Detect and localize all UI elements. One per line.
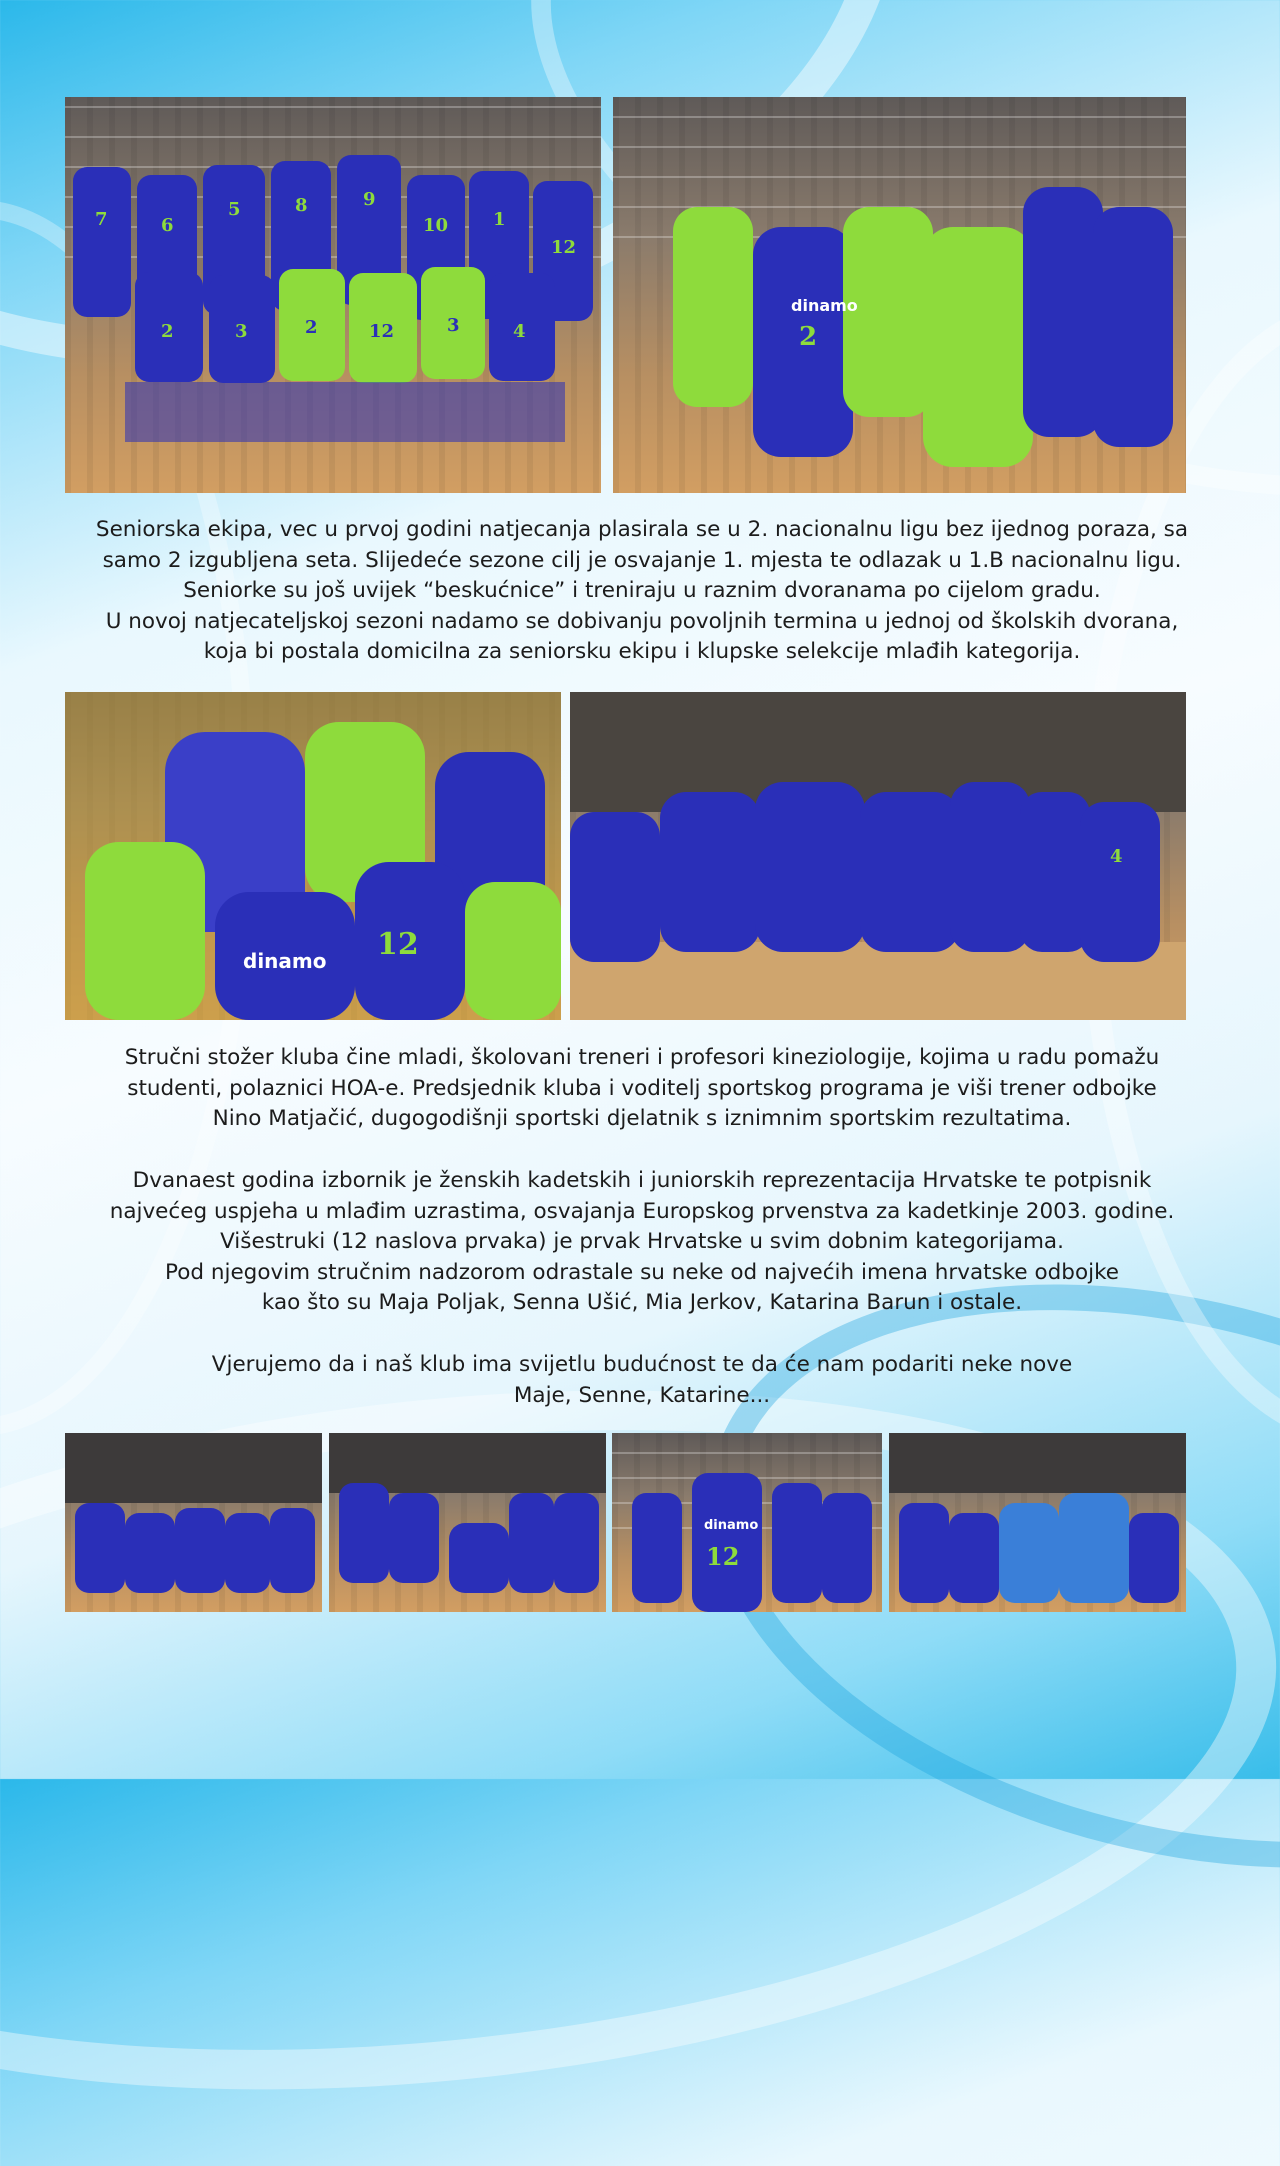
text-line: Seniorska ekipa, vec u prvoj godini natjecanja plasirala se u 2. nacionalnu ligu bez ijednog poraza, sa: [95, 517, 1189, 542]
youth-training-photo: [612, 1433, 882, 1612]
front-row-players: [135, 267, 555, 383]
text-line: studenti, polaznici HOA-e. Predsjednik kluba i voditelj sportskog programa je viši trener odbojke: [127, 1075, 1157, 1101]
jersey-number: 6: [161, 215, 174, 236]
jersey-text: dinamo: [704, 1518, 759, 1533]
jersey-number: 4: [513, 321, 526, 342]
youth-coach-photo: [329, 1433, 606, 1612]
jersey-number: 12: [551, 237, 577, 258]
jersey-number: 2: [799, 322, 818, 352]
text-line: kao što su Maja Poljak, Senna Ušić, Mia Jerkov, Katarina Barun i ostale.: [261, 1290, 1023, 1315]
jersey-number: 8: [295, 195, 308, 216]
text-line: Višestruki (12 naslova prvaka) je prvak Hrvatske u svim dobnim kategorijama.: [220, 1229, 1064, 1254]
timeout-photo: [65, 692, 561, 1020]
jersey-number: 4: [1110, 846, 1123, 867]
jersey-number: 10: [423, 215, 449, 236]
text-line: Dvanaest godina izbornik je ženskih kadetskih i juniorskih reprezentacija Hrvatske te potpisnik: [132, 1168, 1152, 1193]
text-line: najvećeg uspjeha u mlađim uzrastima, osvajanja Europskog prvenstva za kadetkinje 2003. godine.: [109, 1198, 1175, 1224]
jersey-number: 12: [369, 321, 395, 342]
text-line: Seniorke su još uvijek “beskućnice” i treniraju u raznim dvoranama po cijelom gradu.: [183, 578, 1101, 603]
jersey-number: 3: [235, 321, 248, 342]
staff-paragraph: [60, 1043, 1224, 1135]
jersey-number: 2: [161, 321, 174, 342]
text-line: Pod njegovim stručnim nadzorom odrastale su neke od najvećih imena hrvatske odbojke: [165, 1259, 1119, 1285]
text-line: Vjerujemo da i naš klub ima svijetlu budućnost te da će nam podariti neke nove: [211, 1352, 1073, 1377]
text-line: Nino Matjačić, dugogodišnji sportski djelatnik s iznimnim sportskim rezultatima.: [212, 1106, 1072, 1131]
bench-celebration-photo: [570, 692, 1186, 1020]
jersey-number: 12: [706, 1542, 740, 1571]
celebration-photo: [613, 97, 1186, 493]
jersey-number: 7: [95, 209, 108, 230]
jersey-number: 12: [377, 927, 419, 962]
jersey-number: 3: [447, 315, 460, 336]
jersey-text: dinamo: [243, 949, 327, 973]
jersey-text: dinamo: [791, 296, 858, 315]
jersey-number: 1: [493, 209, 506, 230]
coach-achievements-paragraph: [60, 1166, 1224, 1319]
text-line: koja bi postala domicilna za seniorsku ekipu i klupske selekcije mlađih kategorija.: [203, 639, 1081, 664]
youth-bench-photo: [889, 1433, 1186, 1612]
text-line: U novoj natjecateljskoj sezoni nadamo se dobivanju povoljnih termina u jednoj od školskih dvorana,: [105, 608, 1179, 634]
jersey-number: 2: [305, 317, 318, 338]
team-photo: [65, 97, 601, 493]
youth-team-photo: [65, 1433, 322, 1612]
text-line: Stručni stožer kluba čine mladi, školovani treneri i profesori kineziologije, kojima u radu pomažu: [124, 1045, 1160, 1070]
text-line: Maje, Senne, Katarine...: [513, 1382, 771, 1408]
jersey-number: 5: [228, 199, 241, 220]
text-line: samo 2 izgubljena seta. Slijedeće sezone cilj je osvajanje 1. mjesta te odlazak u 1.B nacionalnu ligu.: [102, 547, 1182, 573]
senior-team-paragraph: [60, 515, 1224, 668]
jersey-number: 9: [363, 189, 376, 210]
future-paragraph: [60, 1350, 1224, 1411]
